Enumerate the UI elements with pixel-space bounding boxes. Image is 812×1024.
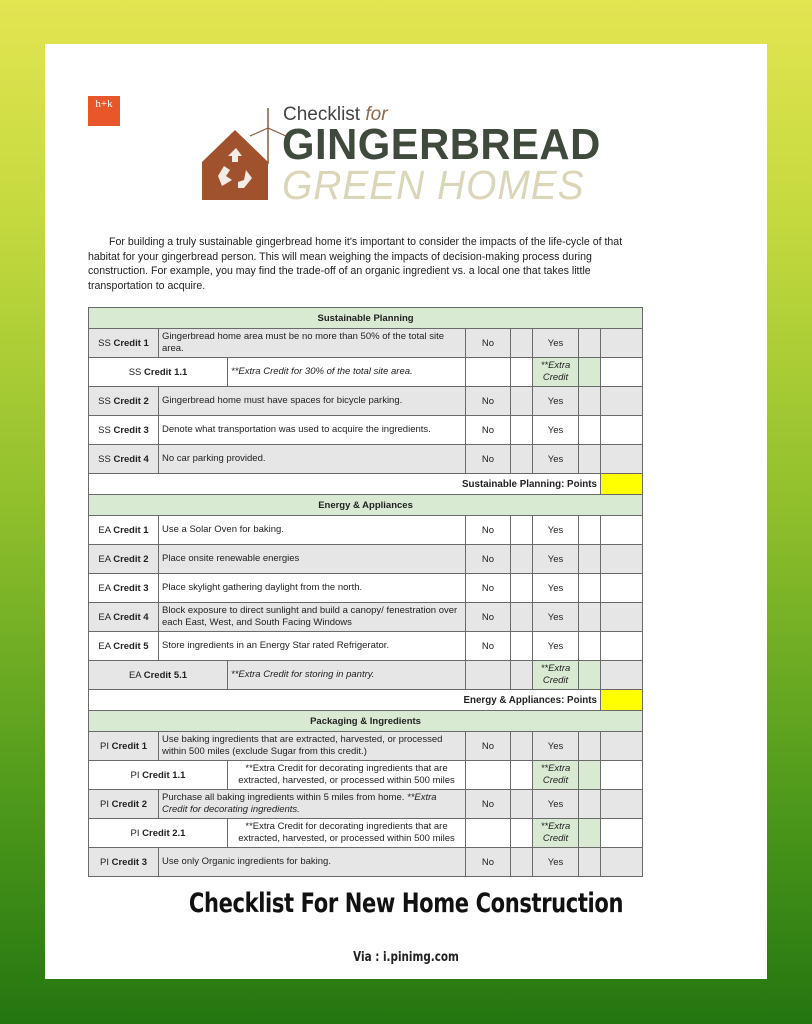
extra-credit-label: **Extra Credit	[533, 761, 579, 790]
extra-credit-label: **Extra Credit	[533, 661, 579, 690]
answer-no[interactable]	[466, 819, 511, 848]
table-row	[89, 761, 643, 790]
checkbox-extra[interactable]	[579, 819, 601, 848]
section-title: Energy & Appliances	[89, 495, 643, 516]
checkbox-yes[interactable]	[579, 790, 601, 819]
checkbox-no[interactable]	[511, 358, 533, 387]
table-row	[89, 732, 643, 761]
table-row	[89, 329, 643, 358]
answer-yes[interactable]: Yes	[533, 632, 579, 661]
section-header-sustainable-planning	[89, 308, 643, 329]
table-row	[89, 545, 643, 574]
extra-credit-label: **Extra Credit	[533, 358, 579, 387]
answer-yes[interactable]: Yes	[533, 387, 579, 416]
answer-yes[interactable]: Yes	[533, 790, 579, 819]
points-cell[interactable]	[601, 603, 643, 632]
points-cell[interactable]	[601, 848, 643, 877]
checkbox-yes[interactable]	[579, 516, 601, 545]
intro-paragraph: For building a truly sustainable gingerbread home it's important to consider the impacts of the life-cycle of that habitat for your gingerbread person. This will mean weighing the impacts of decision-making process during construction. For example, you may find the trade-off of an organic ingredient vs. a local one that takes little transportation to acquire.	[88, 236, 623, 292]
points-row-sustainable-planning	[89, 474, 643, 495]
answer-no[interactable]: No	[466, 445, 511, 474]
points-cell[interactable]	[601, 819, 643, 848]
points-cell[interactable]	[601, 632, 643, 661]
credit-code: PI Credit 1.1	[89, 761, 228, 790]
credit-code: PI Credit 2.1	[89, 819, 228, 848]
credit-code: EA Credit 5	[89, 632, 159, 661]
points-cell[interactable]	[601, 329, 643, 358]
answer-yes[interactable]: Yes	[533, 416, 579, 445]
checkbox-no[interactable]	[511, 416, 533, 445]
answer-no[interactable]: No	[466, 574, 511, 603]
checkbox-yes[interactable]	[579, 445, 601, 474]
points-total-input[interactable]	[601, 474, 643, 495]
answer-no[interactable]: No	[466, 516, 511, 545]
table-row	[89, 445, 643, 474]
answer-no[interactable]: No	[466, 329, 511, 358]
credit-description: No car parking provided.	[159, 445, 466, 474]
table-row	[89, 661, 643, 690]
credit-code: EA Credit 5.1	[89, 661, 228, 690]
credit-description: Place skylight gathering daylight from the north.	[159, 574, 466, 603]
checkbox-extra[interactable]	[579, 661, 601, 690]
answer-no[interactable]	[466, 761, 511, 790]
credit-code: EA Credit 4	[89, 603, 159, 632]
credit-code: SS Credit 1	[89, 329, 159, 358]
answer-yes[interactable]: Yes	[533, 732, 579, 761]
caption-source-link[interactable]: Via : i.pinimg.com	[353, 950, 459, 965]
credit-description: Gingerbread home area must be no more than 50% of the total site area.	[159, 329, 466, 358]
checkbox-no[interactable]	[511, 848, 533, 877]
checkbox-no[interactable]	[511, 632, 533, 661]
credit-description: **Extra Credit for 30% of the total site area.	[228, 358, 466, 387]
credit-description: Place onsite renewable energies	[159, 545, 466, 574]
points-cell[interactable]	[601, 761, 643, 790]
checkbox-no[interactable]	[511, 574, 533, 603]
answer-yes[interactable]: Yes	[533, 603, 579, 632]
checkbox-yes[interactable]	[579, 387, 601, 416]
checkbox-no[interactable]	[511, 761, 533, 790]
points-total-input[interactable]	[601, 690, 643, 711]
credit-description: **Extra Credit for decorating ingredients that are extracted, harvested, or processed within 500 miles	[228, 819, 466, 848]
points-cell[interactable]	[601, 445, 643, 474]
checkbox-extra[interactable]	[579, 761, 601, 790]
answer-no[interactable]	[466, 358, 511, 387]
points-cell[interactable]	[601, 545, 643, 574]
credit-code: SS Credit 4	[89, 445, 159, 474]
checkbox-yes[interactable]	[579, 732, 601, 761]
checkbox-yes[interactable]	[579, 416, 601, 445]
points-cell[interactable]	[601, 416, 643, 445]
points-cell[interactable]	[601, 358, 643, 387]
table-row	[89, 574, 643, 603]
points-cell[interactable]	[601, 790, 643, 819]
points-cell[interactable]	[601, 574, 643, 603]
hok-logo	[88, 96, 120, 126]
answer-yes[interactable]: Yes	[533, 445, 579, 474]
extra-credit-label: **Extra Credit	[533, 819, 579, 848]
checkbox-yes[interactable]	[579, 329, 601, 358]
table-row	[89, 819, 643, 848]
title-for-text: for	[365, 104, 388, 125]
checkbox-no[interactable]	[511, 516, 533, 545]
credit-code: PI Credit 3	[89, 848, 159, 877]
checkbox-no[interactable]	[511, 445, 533, 474]
checkbox-no[interactable]	[511, 387, 533, 416]
table-row	[89, 358, 643, 387]
credit-description: Gingerbread home must have spaces for bicycle parking.	[159, 387, 466, 416]
table-row	[89, 416, 643, 445]
section-title: Packaging & Ingredients	[89, 711, 643, 732]
checkbox-yes[interactable]	[579, 632, 601, 661]
answer-yes[interactable]: Yes	[533, 516, 579, 545]
answer-no[interactable]: No	[466, 387, 511, 416]
credit-code: PI Credit 1	[89, 732, 159, 761]
credit-code: EA Credit 1	[89, 516, 159, 545]
section-header-packaging-ingredients	[89, 711, 643, 732]
checkbox-no[interactable]	[511, 603, 533, 632]
title-green-homes: GREEN HOMES	[282, 162, 585, 208]
checkbox-no[interactable]	[511, 545, 533, 574]
checkbox-no[interactable]	[511, 790, 533, 819]
answer-no[interactable]: No	[466, 632, 511, 661]
answer-yes[interactable]: Yes	[533, 329, 579, 358]
answer-yes[interactable]: Yes	[533, 545, 579, 574]
checkbox-yes[interactable]	[579, 603, 601, 632]
title-checklist-text: Checklist	[283, 104, 366, 125]
checkbox-yes[interactable]	[579, 545, 601, 574]
table-row	[89, 516, 643, 545]
checkbox-no[interactable]	[511, 329, 533, 358]
table-row	[89, 790, 643, 819]
credit-description: Denote what transportation was used to acquire the ingredients.	[159, 416, 466, 445]
points-label: Sustainable Planning: Points	[89, 474, 601, 495]
logo-text: h+k	[95, 98, 113, 110]
points-row-energy-appliances	[89, 690, 643, 711]
document-card	[45, 44, 767, 979]
answer-no[interactable]: No	[466, 732, 511, 761]
section-header-energy-appliances	[89, 495, 643, 516]
answer-no[interactable]: No	[466, 545, 511, 574]
answer-no[interactable]: No	[466, 790, 511, 819]
credit-description: Store ingredients in an Energy Star rated Refrigerator.	[159, 632, 466, 661]
credit-code: SS Credit 3	[89, 416, 159, 445]
answer-yes[interactable]: Yes	[533, 848, 579, 877]
credit-description: Use only Organic ingredients for baking.	[159, 848, 466, 877]
credit-code: EA Credit 2	[89, 545, 159, 574]
points-cell[interactable]	[601, 732, 643, 761]
table-row	[89, 387, 643, 416]
checklist-table	[88, 307, 643, 877]
answer-no[interactable]: No	[466, 416, 511, 445]
points-label: Energy & Appliances: Points	[89, 690, 601, 711]
points-cell[interactable]	[601, 661, 643, 690]
checkbox-no[interactable]	[511, 661, 533, 690]
points-cell[interactable]	[601, 516, 643, 545]
checkbox-yes[interactable]	[579, 574, 601, 603]
credit-description: Block exposure to direct sunlight and build a canopy/ fenestration over each East, West, and South Facing Windows	[159, 603, 466, 632]
credit-description: Purchase all baking ingredients within 5 miles from home. **Extra Credit for decorating ingredients.	[159, 790, 466, 819]
checkbox-no[interactable]	[511, 819, 533, 848]
caption-panel	[45, 880, 767, 979]
table-row	[89, 603, 643, 632]
credit-description: **Extra Credit for decorating ingredients that are extracted, harvested, or processed within 500 miles	[228, 761, 466, 790]
checkbox-yes[interactable]	[579, 848, 601, 877]
checkbox-no[interactable]	[511, 732, 533, 761]
credit-description: Use baking ingredients that are extracted, harvested, or processed within 500 miles (exclude Sugar from this credit.)	[159, 732, 466, 761]
credit-description: Use a Solar Oven for baking.	[159, 516, 466, 545]
credit-code: SS Credit 2	[89, 387, 159, 416]
answer-no[interactable]	[466, 661, 511, 690]
answer-no[interactable]: No	[466, 848, 511, 877]
credit-code: PI Credit 2	[89, 790, 159, 819]
table-row	[89, 632, 643, 661]
caption-title: Checklist For New Home Construction	[188, 888, 624, 919]
section-title: Sustainable Planning	[89, 308, 643, 329]
answer-yes[interactable]: Yes	[533, 574, 579, 603]
points-cell[interactable]	[601, 387, 643, 416]
credit-description: **Extra Credit for storing in pantry.	[228, 661, 466, 690]
table-row	[89, 848, 643, 877]
answer-no[interactable]: No	[466, 603, 511, 632]
title-gingerbread: GINGERBREAD	[282, 120, 601, 169]
credit-code: EA Credit 3	[89, 574, 159, 603]
green-house-recycle-icon	[200, 104, 290, 204]
credit-code: SS Credit 1.1	[89, 358, 228, 387]
checkbox-extra[interactable]	[579, 358, 601, 387]
